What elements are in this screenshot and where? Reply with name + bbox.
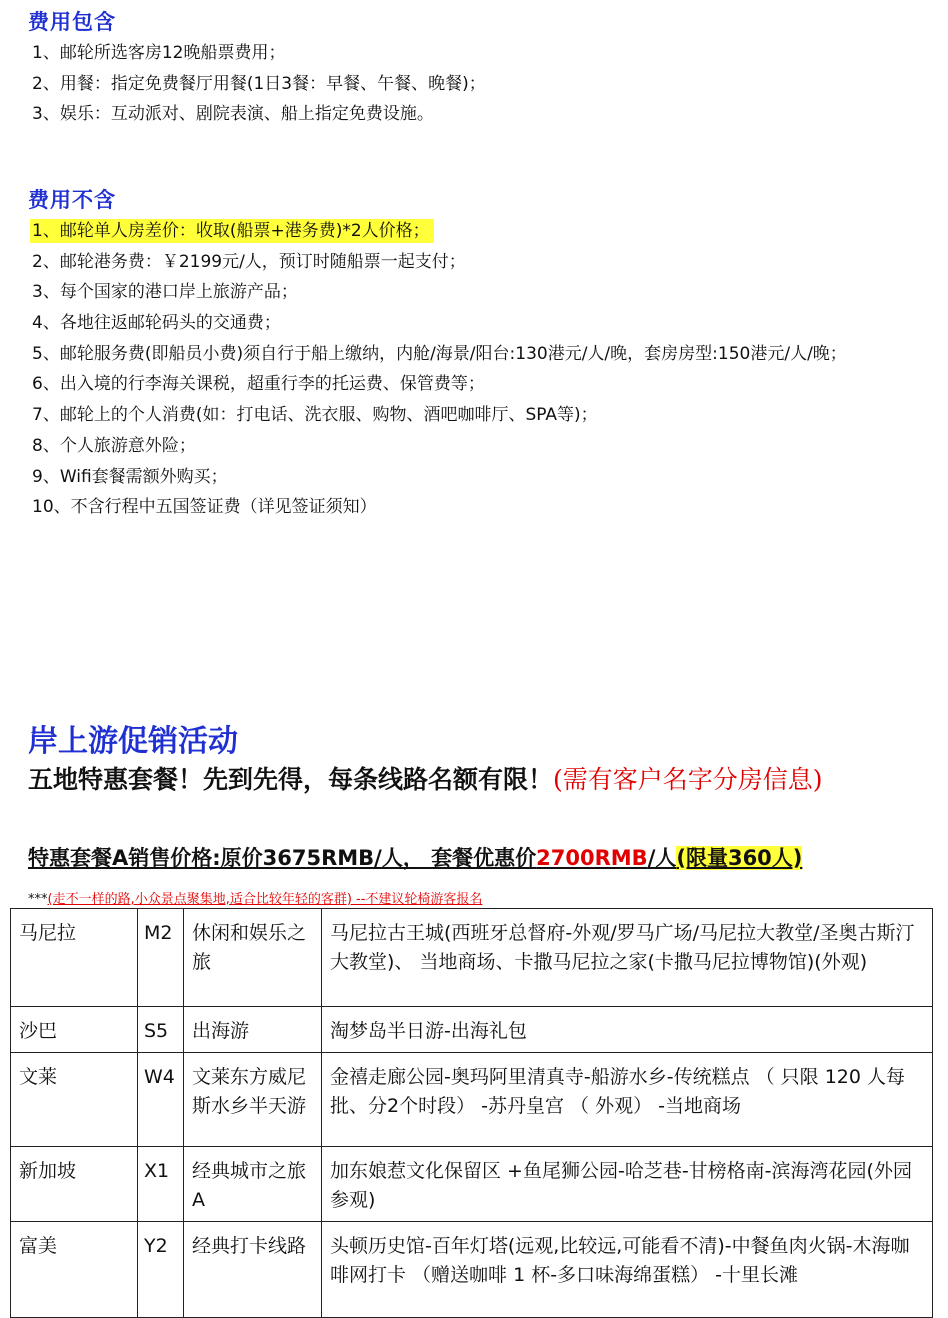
included-title: 费用包含 [28,10,116,34]
list-item: 5、邮轮服务费(即船员小费)须自行于船上缴纳，内舱/海景/阳台:130港元/人/晚，套房房型:150港元/人/晚； [32,343,847,364]
package-prefix: 特惠套餐A销售价格:原价3675RMB/人， 套餐优惠价 [28,846,537,870]
route-table [10,908,933,1318]
list-item: 7、邮轮上的个人消费(如：打电话、洗衣服、购物、酒吧咖啡厅、SPA等)； [32,405,598,426]
route-name: 文莱东方威尼斯水乡半天游 [184,1053,322,1147]
route-place: 马尼拉 [11,909,138,1007]
list-item: 1、邮轮所选客房12晚船票费用； [32,43,286,63]
route-place: 富美 [11,1222,138,1318]
table-row [11,1007,933,1053]
route-name: 休闲和娱乐之旅 [184,909,322,1007]
excluded-title: 费用不含 [28,188,116,212]
list-item: 10、不含行程中五国签证费（详见签证须知） [32,497,377,518]
table-row [11,1053,933,1147]
highlighted-item: 1、邮轮单人房差价：收取(船票+港务费)*2人价格； [30,219,434,243]
package-limit: (限量360人) [676,846,803,870]
route-detail: 马尼拉古王城(西班牙总督府-外观/罗马广场/马尼拉大教堂/圣奥古斯汀大教堂)、 当地商场、卡撒马尼拉之家(卡撒马尼拉博物馆)(外观) [322,909,933,1007]
included-list [32,38,486,130]
package-note [28,888,482,907]
list-item: 2、用餐：指定免费餐厅用餐(1日3餐：早餐、午餐、晚餐)； [32,73,486,94]
route-code: Y2 [138,1222,184,1318]
route-place: 新加坡 [11,1147,138,1222]
promo-subtitle [28,760,823,796]
route-place: 文莱 [11,1053,138,1147]
promo-title: 岸上游促销活动 [28,724,238,759]
note-text: (走不一样的路,小众景点聚集地,适合比较年轻的客群) --不建议轮椅游客报名 [47,892,483,907]
route-code: M2 [138,909,184,1007]
package-price-line [28,842,802,872]
route-detail: 头顿历史馆-百年灯塔(远观,比较远,可能看不清)-中餐鱼肉火锅-木海咖啡网打卡 （赠送咖啡 1 杯-多口味海绵蛋糕） -十里长滩 [322,1222,933,1318]
promo-subtitle-note: (需有客户名字分房信息) [553,765,823,794]
table-row [11,1147,933,1222]
route-name: 经典城市之旅A [184,1147,322,1222]
package-price: 2700RMB [536,846,648,870]
route-place: 沙巴 [11,1007,138,1053]
list-item: 2、邮轮港务费：￥2199元/人，预订时随船票一起支付； [32,251,466,272]
table-row [11,909,933,1007]
route-code: W4 [138,1053,184,1147]
list-item: 3、娱乐：互动派对、剧院表演、船上指定免费设施。 [32,104,434,125]
route-code: X1 [138,1147,184,1222]
package-unit: /人 [647,846,677,870]
note-stars: *** [28,892,48,907]
list-item: 8、个人旅游意外险； [32,435,196,456]
promo-subtitle-main: 五地特惠套餐！先到先得，每条线路名额有限！ [28,765,554,794]
route-name: 经典打卡线路 [184,1222,322,1318]
table-row [11,1222,933,1318]
route-detail: 金禧走廊公园-奥玛阿里清真寺-船游水乡-传统糕点 （ 只限 120 人每批、分2个时段） -苏丹皇宫 （ 外观） -当地商场 [322,1053,933,1147]
excluded-list [32,216,847,523]
route-name: 出海游 [184,1007,322,1053]
list-item: 6、出入境的行李海关课税，超重行李的托运费、保管费等； [32,374,485,395]
route-detail: 淘梦岛半日游-出海礼包 [322,1007,933,1053]
list-item: 3、每个国家的港口岸上旅游产品； [32,282,298,303]
list-item [32,216,847,247]
list-item: 9、Wifi套餐需额外购买； [32,466,228,487]
list-item: 4、各地往返邮轮码头的交通费； [32,313,281,334]
route-detail: 加东娘惹文化保留区 +鱼尾狮公园-哈芝巷-甘榜格南-滨海湾花园(外园参观) [322,1147,933,1222]
route-code: S5 [138,1007,184,1053]
